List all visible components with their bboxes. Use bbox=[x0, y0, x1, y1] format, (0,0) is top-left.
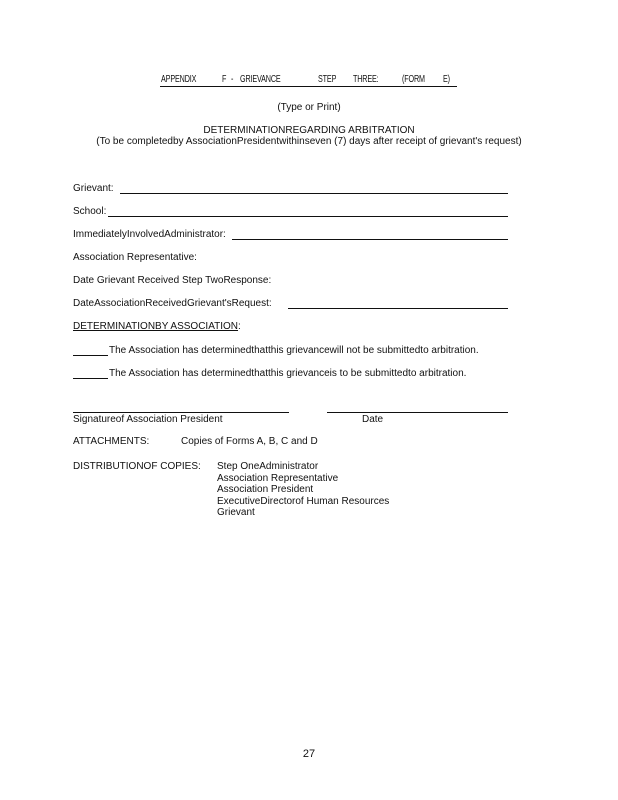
header-f: F bbox=[222, 74, 227, 85]
association-rep-label: Association Representative: bbox=[73, 252, 197, 263]
header-underline bbox=[160, 86, 457, 87]
president-signature-label: Signatureof Association President bbox=[73, 414, 223, 425]
option-not-text: The Association has determinedthatthis grievancewill not be submittedto arbitration. bbox=[109, 345, 479, 356]
type-or-print: (Type or Print) bbox=[277, 102, 341, 113]
signature-date-line[interactable] bbox=[327, 412, 508, 413]
option-is-text: The Association has determinedthatthis grievanceis to be submittedto arbitration. bbox=[109, 368, 467, 379]
date-request-label: DateAssociationReceivedGrievant'sRequest: bbox=[73, 298, 272, 309]
page-number: 27 bbox=[302, 748, 316, 760]
administrator-label: ImmediatelyInvolvedAdministrator: bbox=[73, 229, 226, 240]
distribution-item: Grievant bbox=[217, 507, 255, 518]
form-title: DETERMINATIONREGARDING ARBITRATION bbox=[203, 125, 415, 136]
header-three: THREE: bbox=[353, 74, 379, 85]
header-dash: - bbox=[231, 74, 234, 85]
header-step: STEP bbox=[318, 74, 337, 85]
header-e: E) bbox=[443, 74, 450, 85]
header-form: (FORM bbox=[402, 74, 425, 85]
attachments-label: ATTACHMENTS: bbox=[73, 436, 150, 447]
header-grievance: GRIEVANCE bbox=[240, 74, 281, 85]
administrator-field[interactable] bbox=[232, 239, 508, 240]
determination-heading bbox=[73, 321, 241, 332]
school-label: School: bbox=[73, 206, 107, 217]
date-request-field[interactable] bbox=[288, 308, 508, 309]
option-is-checkline[interactable] bbox=[73, 378, 108, 379]
distribution-item: Step OneAdministrator bbox=[217, 461, 319, 472]
option-not-checkline[interactable] bbox=[73, 355, 108, 356]
distribution-item: ExecutiveDirectorof Human Resources bbox=[217, 495, 390, 507]
distribution-item: Association Representative bbox=[217, 472, 339, 484]
grievant-field[interactable] bbox=[120, 193, 508, 194]
determination-heading-colon: : bbox=[238, 321, 241, 332]
signature-date-label: Date bbox=[362, 414, 384, 425]
president-signature-line[interactable] bbox=[73, 412, 289, 413]
date-step-two-label: Date Grievant Received Step TwoResponse: bbox=[73, 275, 272, 286]
form-subtitle: (To be completedby AssociationPresidentwithinseven (7) days after receipt of grievant's request) bbox=[96, 136, 522, 147]
distribution-list bbox=[217, 461, 389, 519]
determination-heading-text: DETERMINATIONBY ASSOCIATION bbox=[73, 321, 239, 332]
distribution-item: Association President bbox=[217, 484, 314, 495]
grievant-label: Grievant: bbox=[73, 183, 114, 194]
header-appendix: APPENDIX bbox=[161, 74, 197, 85]
school-field[interactable] bbox=[108, 216, 508, 217]
attachments-value: Copies of Forms A, B, C and D bbox=[181, 436, 318, 447]
distribution-label: DISTRIBUTIONOF COPIES: bbox=[73, 461, 201, 472]
